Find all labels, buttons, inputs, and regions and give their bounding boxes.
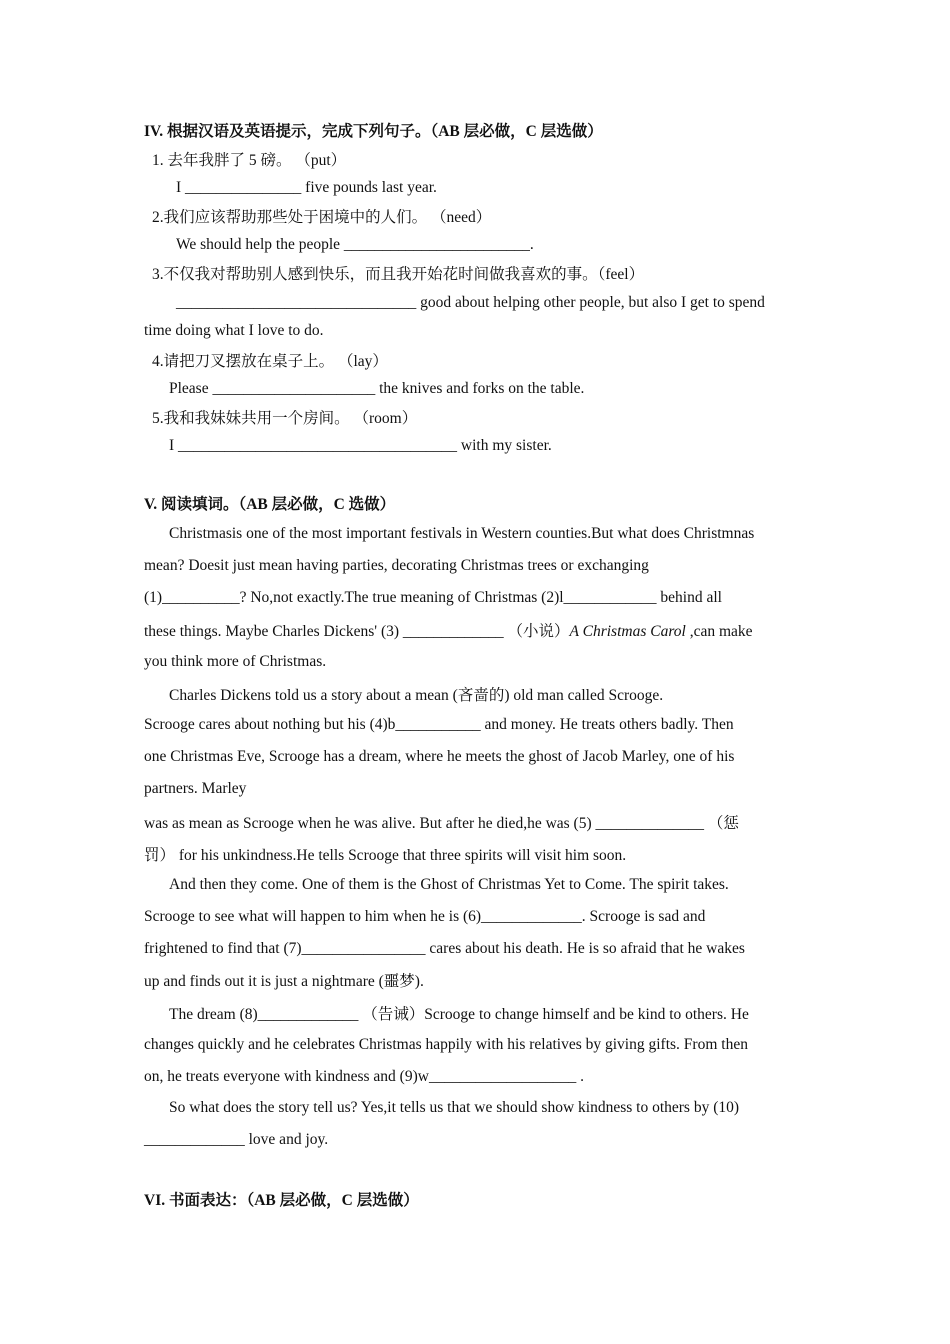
item-1-prompt: 1. 去年我胖了 5 磅。 （put） (152, 152, 347, 169)
passage-line: one Christmas Eve, Scrooge has a dream, where he meets the ghost of Jacob Marley, one of his (144, 748, 735, 765)
passage-line: Charles Dickens told us a story about a mean (吝啬的) old man called Scrooge. (169, 687, 664, 704)
passage-line: The dream (8)_____________ （告诫）Scrooge to change himself and be kind to others. He (169, 1006, 749, 1023)
passage-line: on, he treats everyone with kindness and (9)w___________________ . (144, 1068, 584, 1085)
item-3-sentence-cont: time doing what I love to do. (144, 322, 324, 339)
passage-line: frightened to find that (7)________________ cares about his death. He is so afraid that he wakes (144, 940, 745, 957)
item-4-prompt: 4.请把刀叉摆放在桌子上。 （lay） (152, 353, 388, 370)
passage-line: And then they come. One of them is the Ghost of Christmas Yet to Come. The spirit takes. (169, 876, 729, 893)
item-2-sentence: We should help the people ________________________. (176, 236, 534, 253)
passage-line: So what does the story tell us? Yes,it tells us that we should show kindness to others by (10) (169, 1099, 740, 1116)
passage-line: Scrooge to see what will happen to him when he is (6)_____________. Scrooge is sad and (144, 908, 706, 925)
book-title: A Christmas Carol (569, 623, 686, 640)
item-1-sentence: I _______________ five pounds last year. (176, 179, 437, 196)
passage-line: 罚） for his unkindness.He tells Scrooge that three spirits will visit him soon. (144, 847, 627, 864)
item-5-prompt: 5.我和我妹妹共用一个房间。 （room） (152, 410, 418, 427)
passage-line-part: these things. Maybe Charles Dickens' (3) _____________ （小说） (144, 623, 570, 640)
passage-line: _____________ love and joy. (144, 1131, 329, 1148)
passage-line: mean? Doesit just mean having parties, decorating Christmas trees or exchanging (144, 557, 649, 574)
passage-line: you think more of Christmas. (144, 653, 327, 670)
section-v-heading: V. 阅读填词。（AB 层必做，C 选做） (144, 496, 396, 513)
section-vi-heading: VI. 书面表达：（AB 层必做，C 层选做） (144, 1192, 419, 1209)
item-5-sentence: I ____________________________________ with my sister. (169, 437, 552, 454)
passage-line: changes quickly and he celebrates Christmas happily with his relatives by giving gifts. From then (144, 1036, 748, 1053)
passage-line: (1)__________? No,not exactly.The true meaning of Christmas (2)l____________ behind all (144, 589, 722, 606)
item-2-prompt: 2.我们应该帮助那些处于困境中的人们。 （need） (152, 209, 492, 226)
passage-line: Scrooge cares about nothing but his (4)b___________ and money. He treats others badly. Then (144, 716, 734, 733)
item-3-prompt: 3.不仅我对帮助别人感到快乐，而且我开始花时间做我喜欢的事。（feel） (152, 266, 645, 283)
item-4-sentence: Please _____________________ the knives and forks on the table. (169, 380, 585, 397)
item-3-sentence: _______________________________ good about helping other people, but also I get to spend (176, 294, 765, 311)
passage-line-part: ,can make (685, 623, 753, 640)
passage-line: up and finds out it is just a nightmare (噩梦). (144, 973, 424, 990)
passage-line: was as mean as Scrooge when he was alive. But after he died,he was (5) ______________ （惩 (144, 815, 739, 832)
passage-line: partners. Marley (144, 780, 247, 797)
passage-line-with-title (144, 622, 753, 642)
section-iv-heading: IV. 根据汉语及英语提示，完成下列句子。（AB 层必做，C 层选做） (144, 123, 603, 140)
passage-line: Christmasis one of the most important festivals in Western counties.But what does Christmnas (169, 525, 755, 542)
